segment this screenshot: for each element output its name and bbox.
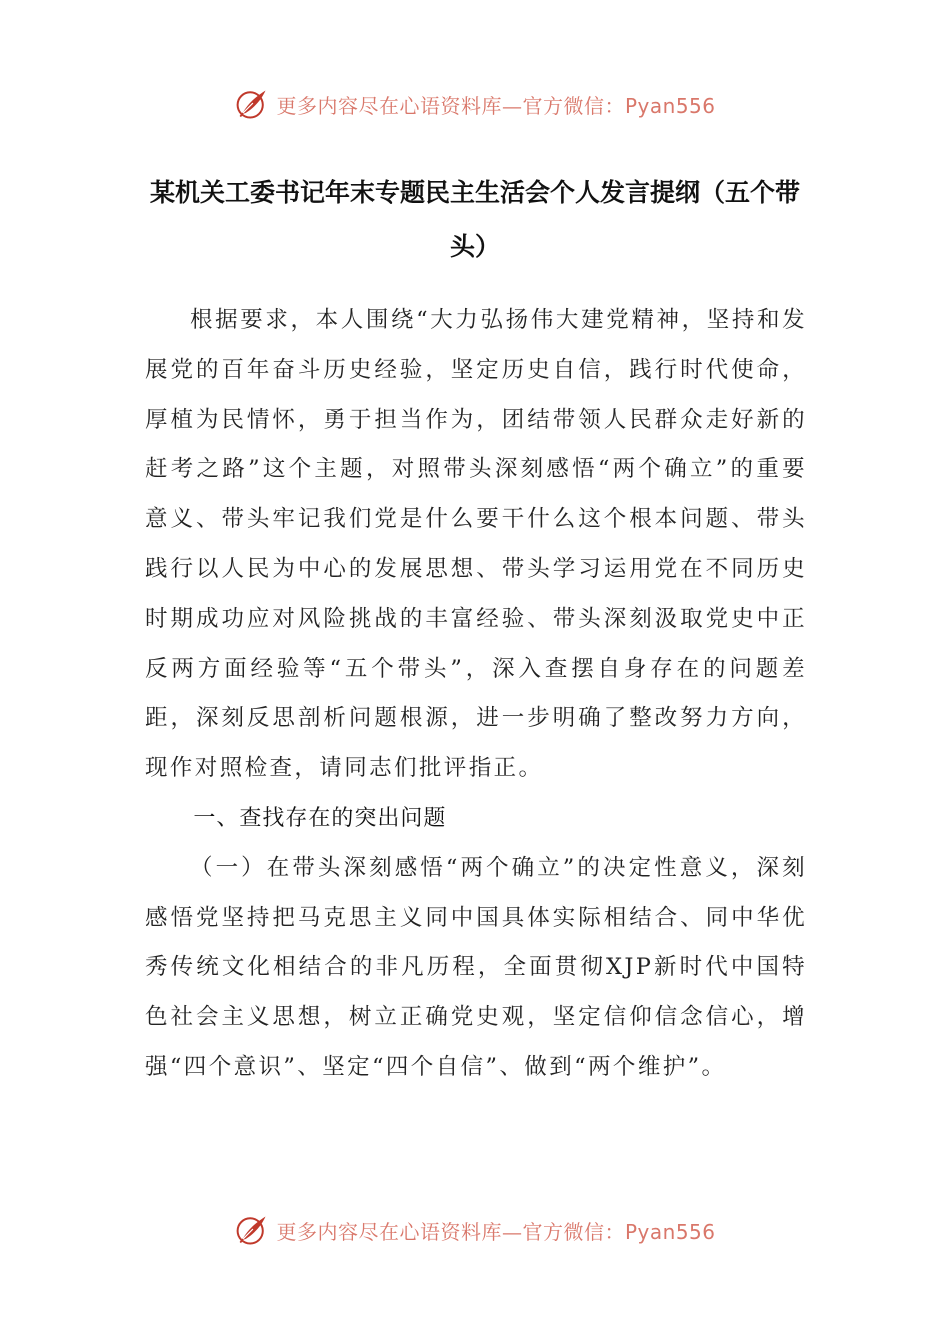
wechat-id: Pyan556	[624, 93, 716, 118]
banner-text	[276, 90, 715, 119]
quill-pen-logo-icon	[234, 86, 270, 122]
wechat-id: Pyan556	[624, 1219, 716, 1244]
document-title: 某机关工委书记年末专题民主生活会个人发言提纲（五个带头）	[149, 178, 800, 261]
subsection-paragraph: （一）在带头深刻感悟“两个确立”的决定性意义，深刻感悟党坚持把马克思主义同中国具体实际相结合、同中华优秀传统文化相结合的非凡历程，全面贯彻XJP新时代中国特色社会主义思想，树立正确党史观，坚定信仰信念信心，增强“四个意识”、坚定“四个自信”、做到“两个维护”。	[145, 854, 807, 1080]
intro-paragraph: 根据要求，本人围绕“大力弘扬伟大建党精神，坚持和发展党的百年奋斗历史经验，坚定历史自信，践行时代使命，厚植为民情怀，勇于担当作为，团结带领人民群众走好新的赶考之路”这个主题，对照带头深刻感悟“两个确立”的重要意义、带头牢记我们党是什么要干什么这个根本问题、带头践行以人民为中心的发展思想、带头学习运用党在不同历史时期成功应对风险挑战的丰富经验、带头深刻汲取党史中正反两方面经验等“五个带头”，深入查摆自身存在的问题差距，深刻反思剖析问题根源，进一步明确了整改努力方向，现作对照检查，请同志们批评指正。	[145, 307, 807, 782]
banner-slogan: 更多内容尽在心语资料库—官方微信：	[276, 93, 625, 118]
section-heading: 一、查找存在的突出问题	[193, 805, 447, 831]
footer-banner	[0, 1208, 950, 1252]
document-body	[145, 296, 807, 1093]
header-banner	[0, 82, 950, 126]
banner-slogan: 更多内容尽在心语资料库—官方微信：	[276, 1219, 625, 1244]
banner-text	[276, 1216, 715, 1245]
quill-pen-logo-icon	[234, 1212, 270, 1248]
